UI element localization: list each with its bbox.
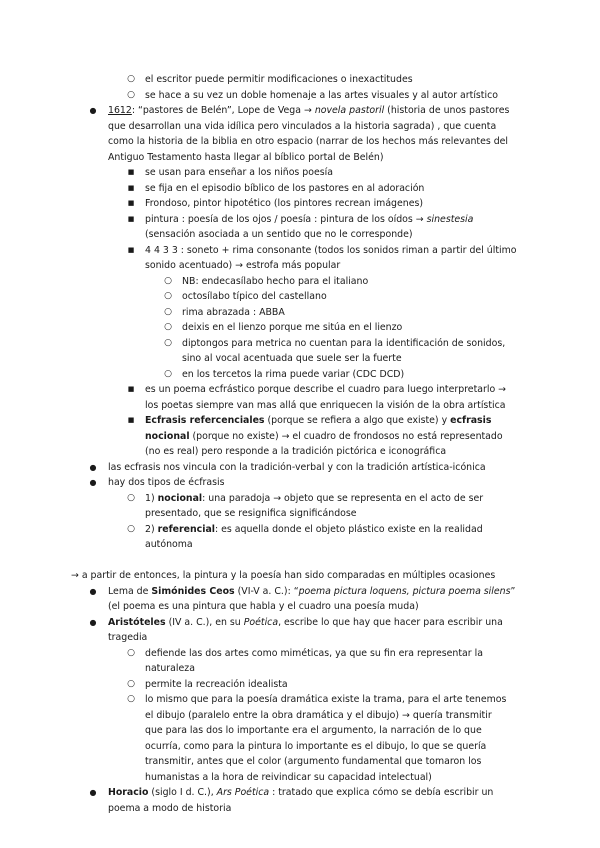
list-item: pintura : poesía de los ojos / poesía : pintura de los oídos → sinestesia	[145, 214, 474, 225]
list-item: se hace a su vez un doble homenaje a las artes visuales y al autor artístico	[145, 90, 498, 101]
disc-bullet-icon: ●	[89, 478, 97, 487]
list-item: 1612: “pastores de Belén”, Lope de Vega → novela pastoril (historia de unos pastores	[108, 105, 510, 116]
list-item-continuation: sonido acentuado) → estrofa más popular	[145, 260, 341, 271]
list-item-continuation: naturaleza	[145, 663, 195, 674]
list-item-continuation: (el poema es una pintura que habla y el cuadro una poesía muda)	[108, 601, 419, 612]
list-item-continuation: que desarrollan una vida idílica pero vinculados a la historia sagrada) , que cuenta	[108, 121, 497, 132]
list-item: rima abrazada : ABBA	[182, 307, 285, 318]
square-bullet-icon: ■	[127, 385, 135, 393]
circle-bullet-icon: ○	[127, 648, 135, 658]
list-item-continuation: los poetas siempre van mas allá que enriquecen la visión de la obra artística	[145, 400, 506, 411]
list-item: en los tercetos la rima puede variar (CDC DCD)	[182, 369, 405, 380]
list-item: 1) nocional: una paradoja → objeto que se representa en el acto de ser	[145, 493, 484, 504]
list-item: permite la recreación idealista	[145, 679, 288, 690]
list-item: hay dos tipos de écfrasis	[108, 477, 225, 488]
list-item: el escritor puede permitir modificaciones o inexactitudes	[145, 74, 413, 85]
list-item-continuation: tragedia	[108, 632, 148, 643]
circle-bullet-icon: ○	[127, 493, 135, 503]
disc-bullet-icon: ●	[89, 463, 97, 472]
list-item-continuation: transmitir, antes que el color (argumento fundamental que tomaron los	[145, 756, 482, 767]
list-item-continuation: poema a modo de historia	[108, 803, 232, 814]
list-item: se fija en el episodio bíblico de los pastores en al adoración	[145, 183, 425, 194]
list-item: Lema de Simónides Ceos (VI-V a. C.): “poema pictura loquens, pictura poema silens”	[108, 586, 516, 597]
list-item-continuation: autónoma	[145, 539, 193, 550]
disc-bullet-icon: ●	[89, 106, 97, 115]
list-item-continuation: el dibujo (paralelo entre la obra dramática y el dibujo) → quería transmitir	[145, 710, 492, 721]
circle-bullet-icon: ○	[127, 90, 135, 100]
circle-bullet-icon: ○	[164, 369, 172, 379]
list-item-continuation: presentado, que se resignifica significándose	[145, 508, 357, 519]
circle-bullet-icon: ○	[164, 291, 172, 301]
square-bullet-icon: ■	[127, 199, 135, 207]
list-item: octosílabo típico del castellano	[182, 291, 327, 302]
circle-bullet-icon: ○	[164, 338, 172, 348]
disc-bullet-icon: ●	[89, 587, 97, 596]
list-item: deixis en el lienzo porque me sitúa en el lienzo	[182, 322, 403, 333]
list-item: las ecfrasis nos vincula con la tradición-verbal y con la tradición artística-icónica	[108, 462, 486, 473]
list-item: diptongos para metrica no cuentan para la identificación de sonidos,	[182, 338, 506, 349]
list-item-continuation: sino al vocal acentuada que suele ser la fuerte	[182, 353, 402, 364]
circle-bullet-icon: ○	[127, 694, 135, 704]
disc-bullet-icon: ●	[89, 618, 97, 627]
square-bullet-icon: ■	[127, 168, 135, 176]
list-item-continuation: (no es real) pero responde a la tradición pictórica e iconográfica	[145, 446, 447, 457]
list-item: Ecfrasis refercenciales (porque se refiera a algo que existe) y ecfrasis	[145, 415, 492, 426]
list-item-continuation: nocional (porque no existe) → el cuadro de frondosos no está representado	[145, 431, 503, 442]
circle-bullet-icon: ○	[127, 524, 135, 534]
circle-bullet-icon: ○	[164, 276, 172, 286]
list-item: defiende las dos artes como miméticas, ya que su fin era representar la	[145, 648, 483, 659]
list-item: 2) referencial: es aquella donde el objeto plástico existe en la realidad	[145, 524, 483, 535]
list-item-continuation: ocurría, como para la pintura lo importante es el dibujo, lo que se quería	[145, 741, 487, 752]
list-item-continuation: humanistas a la hora de reivindicar su capacidad intelectual)	[145, 772, 432, 783]
list-item: NB: endecasílabo hecho para el italiano	[182, 276, 369, 287]
list-item-continuation: como la historia de la biblia en otro espacio (narrar de los hechos más relevantes del	[108, 136, 509, 147]
disc-bullet-icon: ●	[89, 788, 97, 797]
list-item-continuation: (sensación asociada a un sentido que no le corresponde)	[145, 229, 413, 240]
list-item: Frondoso, pintor hipotético (los pintores recrean imágenes)	[145, 198, 424, 209]
square-bullet-icon: ■	[127, 416, 135, 424]
list-item: Aristóteles (IV a. C.), en su Poética, escribe lo que hay que hacer para escribir una	[108, 617, 503, 628]
square-bullet-icon: ■	[127, 215, 135, 223]
list-item: lo mismo que para la poesía dramática existe la trama, para el arte tenemos	[145, 694, 507, 705]
circle-bullet-icon: ○	[164, 322, 172, 332]
list-item: Horacio (siglo I d. C.), Ars Poética : tratado que explica cómo se debía escribir un	[108, 787, 494, 798]
list-item: se usan para enseñar a los niños poesía	[145, 167, 333, 178]
paragraph: → a partir de entonces, la pintura y la poesía han sido comparadas en múltiples ocasiones	[71, 570, 496, 581]
square-bullet-icon: ■	[127, 246, 135, 254]
list-item: 4 4 3 3 : soneto + rima consonante (todos los sonidos riman a partir del último	[145, 245, 517, 256]
list-item-continuation: que para las dos lo importante era el argumento, la narración de lo que	[145, 725, 482, 736]
circle-bullet-icon: ○	[127, 679, 135, 689]
square-bullet-icon: ■	[127, 184, 135, 192]
list-item: es un poema ecfrástico porque describe el cuadro para luego interpretarlo →	[145, 384, 507, 395]
list-item-continuation: Antiguo Testamento hasta llegar al bíblico portal de Belén)	[108, 152, 384, 163]
circle-bullet-icon: ○	[127, 74, 135, 84]
circle-bullet-icon: ○	[164, 307, 172, 317]
